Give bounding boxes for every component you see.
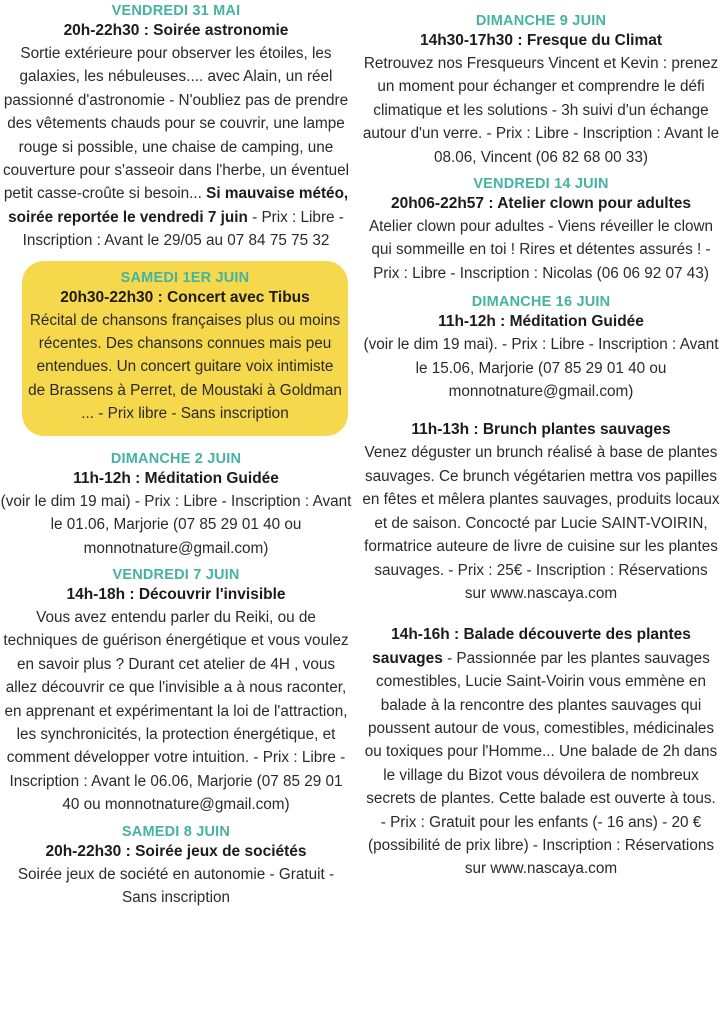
event-date: DIMANCHE 9 JUIN bbox=[475, 13, 607, 29]
event-time: 20h06-22h57 bbox=[390, 195, 485, 213]
event-date: VENDREDI 7 JUIN bbox=[112, 566, 240, 583]
event-brunch bbox=[362, 419, 720, 605]
event-title: Méditation Guidée bbox=[144, 469, 279, 487]
event-heading: 11h-12h : Méditation Guidée bbox=[438, 313, 644, 331]
event-meditation bbox=[0, 450, 352, 560]
event-description: Venez déguster un brunch réalisé à base de plantes sauvages. Ce brunch végétarien mettra vos papilles en fêtes et mêlera plantes sauvages, produits locaux et de saison. Concocté par Lucie SAINT-VOIRIN, formatrice auteure de livre de cuisine sur les plantes sauvages. - Prix : 25€ - Inscription : Réservations sur www.nascaya.com bbox=[362, 444, 720, 602]
event-heading: 11h-12h : Méditation Guidée bbox=[73, 469, 279, 487]
event-time: 20h-22h30 bbox=[45, 842, 122, 860]
left-column bbox=[0, 0, 352, 909]
event-description: Retrouvez nos Fresqueurs Vincent et Kevin : prenez un moment pour échanger et comprendre le défi climatique et les solutions - 3h suivi d'un échange autour d'un verre. - Prix : Libre - Inscription : Avant le 08.06, Vincent (06 82 68 00 33) bbox=[362, 55, 720, 166]
event-description: Atelier clown pour adultes - Viens réveiller le clown qui sommeille en toi ! Rires et détentes assurés ! - Prix : Libre - Inscription : Nicolas (06 06 92 07 43) bbox=[368, 218, 714, 282]
event-time: 14h-18h bbox=[66, 585, 126, 603]
event-heading: 20h-22h30 : Soirée jeux de sociétés bbox=[45, 842, 307, 860]
right-column bbox=[362, 12, 720, 881]
event-time: 14h-16h bbox=[391, 626, 450, 644]
event-jeux bbox=[0, 823, 352, 910]
event-heading: 20h06-22h57 : Atelier clown pour adultes bbox=[390, 195, 692, 213]
event-concert-highlight bbox=[22, 261, 348, 436]
event-heading: 20h30-22h30 : Concert avec Tibus bbox=[60, 288, 310, 306]
event-description: (voir le dim 19 mai). - Prix : Libre - Inscription : Avant le 15.06, Marjorie (07 85 29 01 40 ou monnotnature@gmail.com) bbox=[363, 336, 719, 401]
event-date: VENDREDI 14 JUIN bbox=[473, 176, 609, 193]
event-heading: 14h-18h : Découvrir l'invisible bbox=[66, 585, 286, 603]
event-time: 11h-13h bbox=[411, 421, 470, 439]
event-description: Sortie extérieure pour observer les étoiles, les galaxies, les nébuleuses.... avec Alain, un réel passionné d'astronomie - N'oubliez pas de prendre des vêtements chauds pour se couvrir, une lampe rouge si possible, une chaise de camping, une couverture pour s'asseoir dans l'herbe, un éventuel petit casse-croûte si besoin... Si mauvaise météo, soirée reportée le vendredi 7 juin - Prix : Libre - Inscription : Avant le 29/05 au 07 84 75 75 32 bbox=[3, 45, 349, 250]
event-description: Récital de chansons françaises plus ou moins récentes. Des chansons connues mais peu entendues. Un concert guitare voix intimiste de Brassens à Perret, de Moustaki à Goldman ... - Prix libre - Sans inscription bbox=[28, 311, 342, 423]
event-title: Soirée jeux de sociétés bbox=[135, 842, 307, 860]
weather-notice: Si mauvaise météo, soirée reportée le vendredi 7 juin bbox=[8, 185, 349, 226]
event-description: Vous avez entendu parler du Reiki, ou de techniques de guérison énergétique et vous voulez en savoir plus ? Durant cet atelier de 4H , vous allez découvrir ce que l'invisible a à nous raconter, en apprenant et expérimentant la loi de l'attraction, les synchronicités, la protection énergétique, et comment développer votre intuition. - Prix : Libre - Inscription : Avant le 06.06, Marjorie (07 85 29 01 40 ou monnotnature@gmail.com) bbox=[3, 608, 349, 814]
event-heading: 14h30-17h30 : Fresque du Climat bbox=[419, 32, 663, 49]
event-time: 20h-22h30 bbox=[63, 22, 140, 39]
event-time: 14h30-17h30 bbox=[419, 32, 514, 49]
event-title: Atelier clown pour adultes bbox=[497, 195, 692, 213]
event-meditation-16 bbox=[362, 293, 720, 403]
event-invisible bbox=[0, 566, 352, 817]
event-balade bbox=[362, 623, 720, 880]
event-title: Balade découverte des plantes sauvages bbox=[372, 626, 691, 667]
event-heading: 14h-16h : Balade découverte des plantes sauvages bbox=[372, 626, 691, 667]
event-fresque bbox=[362, 12, 720, 169]
event-description: Soirée jeux de société en autonomie - Gratuit - Sans inscription bbox=[17, 865, 335, 906]
event-clown bbox=[362, 175, 720, 285]
event-title: Brunch plantes sauvages bbox=[482, 421, 671, 439]
event-title: Méditation Guidée bbox=[509, 313, 644, 331]
event-heading: 20h-22h30 : Soirée astronomie bbox=[63, 22, 289, 39]
event-title: Soirée astronomie bbox=[153, 22, 289, 39]
event-date: VENDREDI 31 MAI bbox=[111, 3, 241, 19]
event-description: (voir le dim 19 mai) - Prix : Libre - Inscription : Avant le 01.06, Marjorie (07 85 29 01 40 ou monnotnature@gmail.com) bbox=[0, 492, 352, 557]
event-date: DIMANCHE 16 JUIN bbox=[471, 294, 611, 311]
event-title: Découvrir l'invisible bbox=[138, 585, 286, 603]
event-heading: 11h-13h : Brunch plantes sauvages bbox=[411, 421, 671, 439]
event-date: SAMEDI 1ER JUIN bbox=[120, 269, 250, 286]
event-astronomie bbox=[0, 2, 352, 253]
event-time: 11h-12h bbox=[73, 469, 131, 487]
event-description: 14h-16h : Balade découverte des plantes sauvages - Passionnée par les plantes sauvages comestibles, Lucie Saint-Voirin vous emmène en balade à la rencontre des plantes sauvages qui poussent autour de vous, comestibles, médicinales ou toxiques pour l'Homme... Une balade de 2h dans le village du Bizot vous dévoilera de nombreux secrets de plantes. Cette balade est ouverte à tous. - Prix : Gratuit pour les enfants (- 16 ans) - 20 € (possibilité de prix libre) - Inscription : Réservations sur www.nascaya.com bbox=[364, 626, 718, 878]
event-time: 11h-12h bbox=[438, 313, 496, 331]
event-title: Concert avec Tibus bbox=[167, 288, 310, 306]
event-date: DIMANCHE 2 JUIN bbox=[110, 450, 242, 467]
event-time: 20h30-22h30 bbox=[60, 288, 154, 306]
event-title: Fresque du Climat bbox=[526, 32, 663, 49]
event-date: SAMEDI 8 JUIN bbox=[121, 823, 231, 840]
